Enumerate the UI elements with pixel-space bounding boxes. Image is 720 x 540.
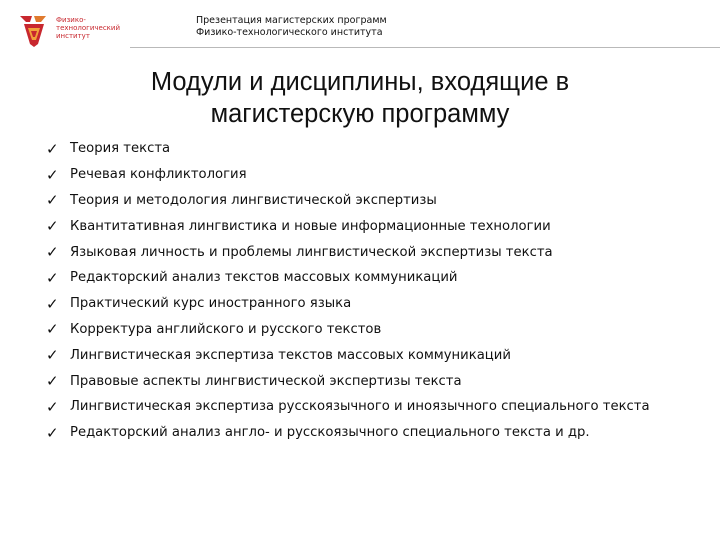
- header-line-2: Физико-технологического института: [196, 27, 383, 38]
- list-item: [46, 368, 650, 394]
- list-item-text: Практический курс иностранного языка: [70, 296, 352, 312]
- header-line-1: Презентация магистерских программ: [196, 15, 387, 26]
- list-item: [46, 317, 650, 343]
- list-item-text: Лингвистическая экспертиза текстов массовых коммуникаций: [70, 347, 511, 363]
- list-item-text: Теория текста: [70, 141, 171, 157]
- header-divider: [130, 47, 720, 48]
- checkmark-icon: ✓: [46, 346, 59, 365]
- list-item: [46, 291, 650, 317]
- checkmark-icon: ✓: [46, 139, 59, 158]
- checkmark-icon: ✓: [46, 294, 59, 313]
- list-item: [46, 213, 650, 239]
- slide-title-line-1: Модули и дисциплины, входящие в: [150, 68, 570, 96]
- list-item: [46, 162, 650, 188]
- checkmark-icon: ✓: [46, 397, 59, 416]
- institute-logo: [18, 14, 128, 50]
- list-item-text: Редакторский анализ англо- и русскоязычного специального текста и др.: [70, 425, 590, 441]
- slide-title-line-2: магистерскую программу: [210, 100, 510, 128]
- list-item: [46, 342, 650, 368]
- list-item-text: Языковая личность и проблемы лингвистической экспертизы текста: [70, 244, 553, 260]
- list-item-text: Редакторский анализ текстов массовых коммуникаций: [70, 270, 458, 286]
- list-item-text: Корректура английского и русского текстов: [70, 321, 382, 337]
- list-item: [46, 265, 650, 291]
- checkmark-icon: ✓: [46, 372, 59, 391]
- checkmark-icon: ✓: [46, 268, 59, 287]
- list-item: [46, 188, 650, 214]
- list-item-text: Квантитативная лингвистика и новые информационные технологии: [70, 218, 551, 234]
- checkmark-icon: ✓: [46, 191, 59, 210]
- list-item-text: Лингвистическая экспертиза русскоязычного и иноязычного специального текста: [70, 399, 650, 415]
- checkmark-icon: ✓: [46, 217, 59, 236]
- checkmark-icon: ✓: [46, 243, 59, 262]
- list-item: [46, 136, 650, 162]
- checkmark-icon: ✓: [46, 423, 59, 442]
- list-item-text: Правовые аспекты лингвистической экспертизы текста: [70, 373, 462, 389]
- institute-logo-icon: [18, 14, 50, 48]
- checkmark-icon: ✓: [46, 320, 59, 339]
- checkmark-icon: ✓: [46, 165, 59, 184]
- list-item-text: Теория и методология лингвистической экспертизы: [70, 192, 437, 208]
- institute-logo-text: Физико- технологический институт: [56, 16, 120, 40]
- discipline-list: [46, 136, 650, 446]
- list-item: [46, 394, 650, 420]
- presentation-header: [196, 15, 496, 39]
- list-item-text: Речевая конфликтология: [70, 167, 247, 183]
- list-item: [46, 420, 650, 446]
- list-item: [46, 239, 650, 265]
- slide-title: [110, 66, 610, 130]
